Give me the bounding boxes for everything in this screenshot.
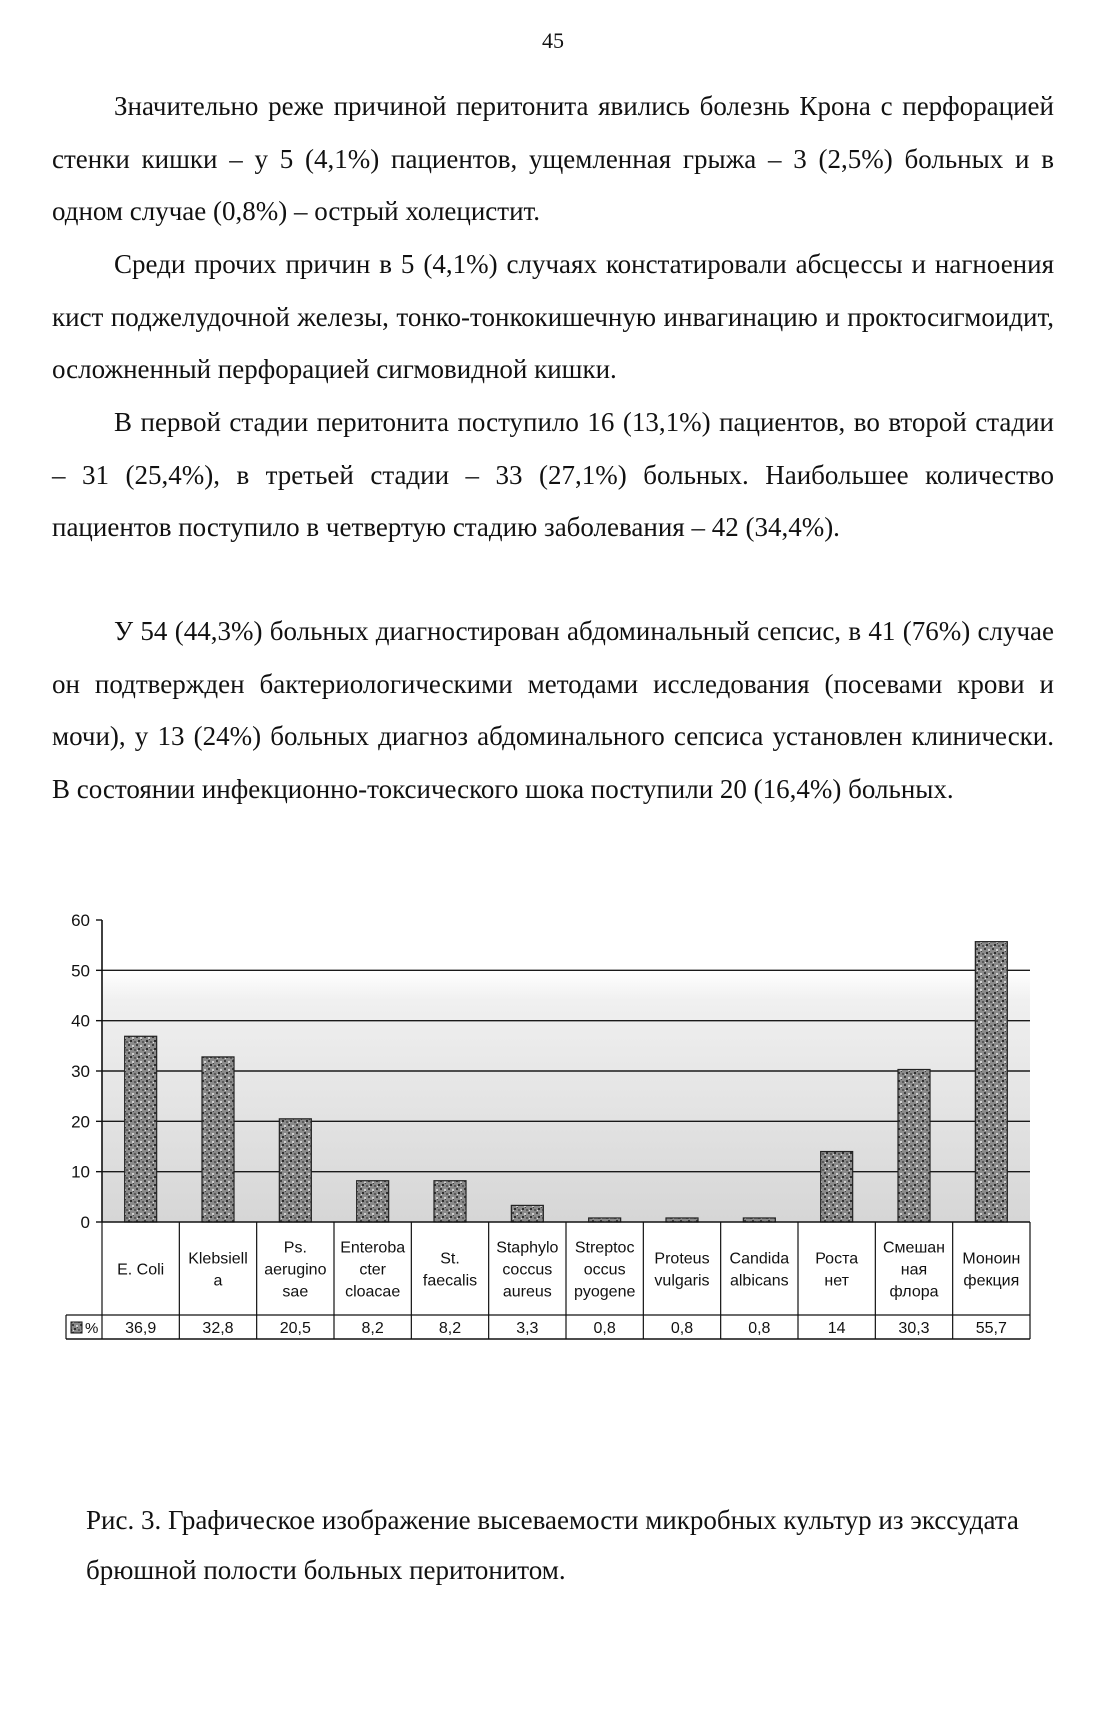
bar — [511, 1205, 543, 1222]
data-label: 32,8 — [202, 1320, 234, 1337]
bar — [898, 1069, 930, 1222]
bar — [279, 1119, 311, 1222]
data-label: 20,5 — [279, 1320, 311, 1337]
category-label: Моноин — [962, 1250, 1021, 1268]
category-label: aerugino — [264, 1261, 327, 1279]
category-label: Proteus — [654, 1250, 710, 1268]
figure-caption: Рис. 3. Графическое изображение высеваемости микробных культур из экссудата брюшной полости больных перитонитом. — [86, 1505, 1019, 1585]
data-label: 3,3 — [516, 1320, 539, 1337]
category-label: coccus — [502, 1261, 553, 1279]
category-label: Streptoc — [574, 1239, 635, 1257]
data-label: 0,8 — [748, 1320, 771, 1337]
bar — [975, 942, 1007, 1222]
data-label: 0,8 — [593, 1320, 616, 1337]
category-label: Staphylo — [496, 1239, 559, 1257]
category-label: vulgaris — [654, 1272, 710, 1290]
category-label: sae — [282, 1283, 309, 1301]
y-tick-label: 30 — [71, 1062, 90, 1081]
y-tick-label: 0 — [80, 1213, 90, 1232]
data-label: 36,9 — [125, 1320, 157, 1337]
category-label: a — [213, 1272, 223, 1290]
bar — [821, 1152, 853, 1222]
bar-chart — [0, 900, 1106, 1470]
legend-label: % — [85, 1320, 99, 1337]
y-tick-label: 20 — [71, 1112, 90, 1132]
y-tick-label: 40 — [71, 1011, 90, 1031]
data-label: 55,7 — [975, 1320, 1007, 1337]
category-label: albicans — [729, 1272, 789, 1290]
category-label: Смешан — [882, 1239, 946, 1257]
category-label: Candida — [729, 1250, 790, 1268]
plot-area — [102, 970, 1030, 1222]
category-label: Роста — [815, 1250, 859, 1268]
page-number: 45 — [542, 28, 564, 53]
data-label: 8,2 — [361, 1320, 384, 1337]
category-label: Klebsiell — [188, 1250, 248, 1268]
paragraph-4: У 54 (44,3%) больных диагностирован абдоминальный сепсис, в 41 (76%) случае он подтвержден бактериологическими методами исследования (посевами крови и мочи), у 13 (24%) больных диагноз абдоминального сепсиса установлен клинически. В состоянии инфекционно-токсического шока поступили 20 (16,4%) больных. — [52, 616, 1054, 804]
category-label: faecalis — [422, 1272, 478, 1290]
y-tick-label: 10 — [71, 1162, 90, 1182]
y-tick-label: 60 — [71, 911, 90, 930]
data-label: 8,2 — [438, 1320, 462, 1337]
legend-swatch — [71, 1322, 82, 1333]
category-label: St. — [440, 1250, 460, 1268]
data-label: 0,8 — [670, 1320, 694, 1337]
paragraph-1: Значительно реже причиной перитонита явились болезнь Крона с перфорацией стенки кишки – у 5 (4,1%) пациентов, ущемленная грыжа – 3 (2,5%) больных и в одном случае (0,8%) – острый холецистит. — [52, 91, 1054, 226]
category-label: aureus — [502, 1283, 552, 1301]
category-label: ная — [900, 1261, 928, 1279]
category-label: pyogene — [573, 1283, 636, 1301]
paragraph-2: Среди прочих причин в 5 (4,1%) случаях констатировали абсцессы и нагноения кист поджелудочной железы, тонко-тонкокишечную инвагинацию и проктосигмоидит, осложненный перфорацией сигмовидной кишки. — [52, 249, 1054, 384]
category-label: cloacae — [345, 1283, 401, 1301]
category-label: cter — [359, 1261, 387, 1279]
category-label: фекция — [963, 1272, 1020, 1290]
category-label: Enteroba — [340, 1239, 406, 1257]
data-label: 14 — [827, 1320, 846, 1337]
category-label: нет — [824, 1272, 849, 1290]
bar — [125, 1036, 157, 1222]
bar — [357, 1181, 389, 1222]
bar — [202, 1057, 234, 1222]
category-label: Ps. — [283, 1239, 307, 1257]
category-label: флора — [889, 1283, 939, 1301]
data-label: 30,3 — [898, 1320, 930, 1337]
category-label: occus — [583, 1261, 626, 1279]
paragraph-3: В первой стадии перитонита поступило 16 (13,1%) пациентов, во второй стадии – 31 (25,4%), в третьей стадии – 33 (27,1%) больных. Наибольшее количество пациентов поступило в четвертую стадию заболевания – 42 (34,4%). — [52, 407, 1054, 542]
bar — [434, 1181, 466, 1222]
y-tick-label: 50 — [71, 961, 90, 981]
category-label: E. Coli — [117, 1261, 165, 1279]
